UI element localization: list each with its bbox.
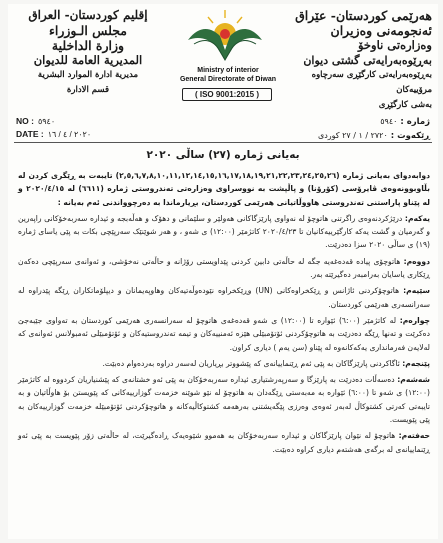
- arabic-letterhead: [18, 8, 158, 98]
- paragraph-text: ئاگاکردنی پارێزگاکان بە پێی ئەم ڕێنماییانەی کە پێشووتر بڕیاریان لەسەر دراوە بەردەوام دەبێت.: [102, 358, 403, 368]
- paragraph-4: [18, 314, 430, 354]
- paragraph-label: حەفتەم:: [398, 431, 430, 441]
- paragraph-text: درێژکردنەوەی راگرتنی هاتوچۆ لە نەواوی پارێزگاکانی هەولێر و سلێمانی و دهۆک و هەڵەبجە و ئیدارە سەربەخۆکانی راپەرین و گەرمیان و گشت یەکە کارگێرییەکانیان تا ٢٠٢٠/٤/٢٣ کاتژمێر (١٢:٠٠) ی شەو ، و هەر شوێنێک سەرپێچی بکات بە پێی یاسای ژمارە (١٩) ی ساڵی ٢٠٢٠ سزا دەدرێت.: [18, 213, 431, 250]
- paragraph-6: [18, 373, 430, 426]
- kurdistan-emblem-icon: [180, 6, 270, 66]
- document-meta-ku: [318, 115, 430, 143]
- letterhead-hr-directorate: بەڕێوەبەرایەتی کارگێڕی سەرچاوە مرۆییەکان: [311, 70, 432, 95]
- paragraph-label: چوارەم:: [399, 315, 430, 325]
- letterhead-region-ar: إقليم كوردستان- العراق: [28, 8, 148, 22]
- paragraph-label: دووەم:: [403, 256, 430, 266]
- paragraph-1: [18, 212, 430, 252]
- ref-value: ٥٩٤٠: [380, 117, 398, 126]
- paragraph-text: لە کاتژمێر (٦:٠٠) ئێوارە تا (١٢:٠٠) ی شەو قەدەغەی هاتوچۆ لە سەرانسەری هەرێمی کوردستان بە تەواوی جێبەجێ دەکرێت و تەنها ڕێگە دەدرێت بە هاتوچۆکردنی ئۆتۆمبێلی هێزە ئەمنییەکان و تیمە تەندروستیەکان و ئۆتۆمبێلی ئەمبولانس ئەوانەی کە لەلایەن فەرمانداری یەکەکانەوە لە پێناو (سن یەم ) دیاری کراون.: [18, 315, 430, 352]
- letterhead-council-ar: مجلس الـوزراء: [48, 23, 127, 38]
- ref-date-label: ڕێکەوت :: [390, 131, 430, 141]
- paragraph-text: هاتوچۆ لە نێوان پارێزگاکان و ئیدارە سەربەخۆکان بە هەموو شێوەیەک ڕادەگیرێت، لە حاڵەتی زۆر پێویست بە پێی ئەو ڕێنماییانەی لە برگەی هەشتەم دیاری کراوە دەبێت.: [18, 431, 430, 454]
- kurdish-letterhead: [282, 8, 432, 113]
- letterhead-directorate-ar: المديرية العامة للديوان: [33, 53, 143, 67]
- header-divider: [14, 142, 432, 143]
- paragraph-text: هاتوچۆی پیادە قەدەغەیە جگە لە حاڵەتی دابین کردنی پێداویستی رۆژانە و حاڵەتی نەخۆشی، و ئەوانەی سەرپێچی دەکەن ڕێکاری یاسایان بەرامبەر دەگیرێتە بەر.: [18, 256, 430, 280]
- statement-body: [18, 169, 430, 459]
- paragraph-text: دەسەڵات دەدرێت بە پارێزگا و سەرپەرشتیاری ئیدارە سەربەخۆکان بە پێی ئەو خشتانەی کە پێشنیاریان کردووە لە کاتژمێر (١٢:٠٠) ی شەو تا (٦:٠٠) ئێوارە بە مەبەستی ڕێگەدان بە هاتوچۆ لە نێو شوێنە خزمەت گوزارییەکانی کە پێویستن بۆ هاوڵاتیان و بە تایبەتی کەرتی کشتوکاڵ لەبەر ئەوەی وەرزی پێگەیشتنی بەرهەمە کشتوکاڵیەکانە و هاتوچۆکردنی ئۆتۆمبێلە خزمەت گوزارییەکان بە پێی پێویست.: [18, 375, 430, 425]
- paragraph-text: هاتوچۆکردنی ئاژانس و ڕێکخراوەکانی (UN) وڕێکخراوە نێودەوڵەتیەکان وهاوپەیمانان و دیپلۆماتکاران ڕێگە پێدراوە لە سەرانسەری هەرێمی کوردستان.: [18, 286, 430, 309]
- statement-title: بەیانی ژمارە (٢٧) ساڵی ٢٠٢٠: [146, 149, 300, 161]
- letterhead-section: بەشی کارگێڕی: [378, 100, 432, 110]
- no-value: ٥٩٤٠: [37, 117, 56, 126]
- document-meta-en: [16, 115, 91, 141]
- paragraph-5: [18, 357, 430, 370]
- no-label: NO :: [16, 116, 34, 126]
- document-page: [8, 4, 438, 539]
- letterhead-directorate: بەڕێوەبەرایەتی گشتی دیوان: [303, 54, 432, 67]
- paragraph-2: [18, 255, 430, 282]
- paragraph-7: [18, 429, 430, 456]
- letterhead-council: ئەنجومەنی وەزیران: [330, 23, 432, 38]
- letterhead-ministry-ar: وزارة الداخلية: [51, 38, 125, 53]
- paragraph-label: پێنجەم:: [402, 358, 430, 368]
- paragraph-3: [18, 284, 430, 311]
- ministry-caption-en: Ministry of interior: [197, 67, 259, 74]
- paragraph-label: یەکەم:: [404, 213, 430, 223]
- emblem-caption: [168, 66, 288, 84]
- letterhead-section-ar: قسم الادارة: [66, 85, 110, 95]
- letterhead-hr-directorate-ar: مديرية ادارة الموارد البشرية: [37, 70, 139, 80]
- paragraph-label: سێیەم:: [403, 286, 430, 296]
- date-value: ٢٠٢٠ / ٤ / ١٦: [47, 130, 92, 139]
- iso-badge: ( ISO 9001:2015 ): [182, 88, 272, 101]
- letterhead-region: هەرێمی کوردستان- عێراق: [295, 8, 432, 23]
- ref-label: ژمارە :: [400, 117, 430, 127]
- statement-intro: دوابەدوای بەیانی ژمارە (٢,٥,٦,٧,٨,١٠,١١,١٢,١٤,١٥,١٦,١٧,١٨,١٩,٢١,٢٢,٢٣,٢٤,٢٥,٢٦) تایبەت بە ڕێگری کردن لە بڵاوبوونەوەی ڤایرۆسی (کۆرۆنا) و پاڵپشت بە نووسراوی وەزارەتی تەندروستی ژمارە (٦٦١١) لە ٢٠٢٠/٤/١٥ و لە پێناو پاراستنی تەندروستی هاووڵاتیانی هەرێمی کوردستان، بڕیارماندا بە دەرچوواندنی ئەم بەیانە :: [18, 171, 431, 207]
- ref-date-value: ٢٧٢٠ / ١ / ٢٧ کوردی: [317, 131, 388, 140]
- directorate-caption-en: General Directorate of Diwan: [179, 76, 277, 83]
- paragraph-label: شەشەم:: [397, 375, 430, 385]
- date-label: DATE :: [16, 129, 44, 139]
- letterhead-ministry: وەزارەتی ناوخۆ: [357, 38, 432, 52]
